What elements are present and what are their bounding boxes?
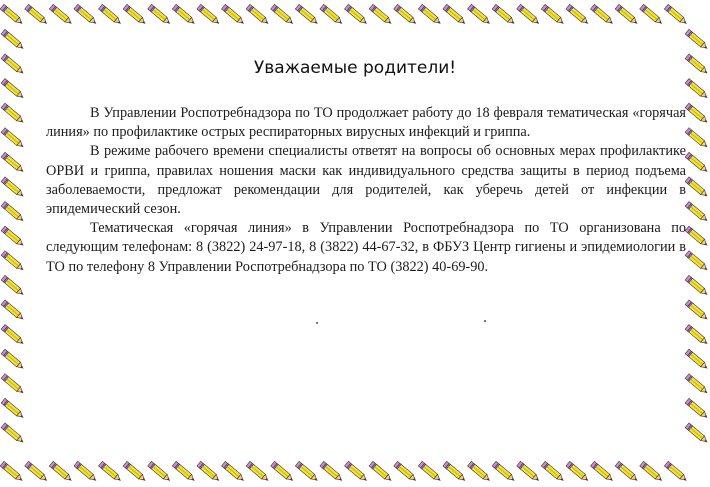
pencil-icon — [468, 461, 492, 482]
pencil-icon — [685, 103, 709, 124]
pencil-icon — [685, 374, 709, 395]
pencil-icon — [25, 461, 49, 482]
pencil-icon — [271, 4, 295, 25]
pencil-icon — [468, 4, 492, 25]
pencil-icon — [345, 461, 369, 482]
pencil-icon — [99, 4, 123, 25]
pencil-icon — [517, 461, 541, 482]
pencil-icon — [541, 4, 565, 25]
pencil-icon — [615, 461, 639, 482]
pencil-icon — [664, 461, 688, 482]
pencil-icon — [685, 349, 709, 370]
pencil-icon — [443, 461, 467, 482]
pencil-icon — [222, 4, 246, 25]
pencil-icon — [685, 251, 709, 272]
pencil-icon — [99, 461, 123, 482]
paragraph-hotline: В Управлении Роспотребнадзора по ТО продолжает работу до 18 февраля тематическая «горячая линия» по профилактике острых респираторных вирусных инфекций и гриппа. — [46, 105, 686, 141]
pencil-icon — [369, 461, 393, 482]
pencil-icon — [74, 461, 98, 482]
paragraph-specialists: В режиме рабочего времени специалисты ответят на вопросы об основных мерах профилактике ОРВИ и гриппа, правилах ношения маски как индивидуального средства защиты в период подъема заболеваемости, предложат рекомендации для родителей, как уберечь детей от инфекции в эпидемический сезон. — [46, 143, 686, 218]
scan-speck — [316, 322, 318, 324]
pencil-icon — [197, 461, 221, 482]
pencil-icon — [566, 4, 590, 25]
pencil-icon — [1, 152, 25, 173]
pencil-icon — [685, 54, 709, 75]
pencil-icon — [320, 4, 344, 25]
pencil-icon — [1, 79, 25, 100]
pencil-icon — [369, 4, 393, 25]
pencil-icon — [685, 300, 709, 321]
pencil-icon — [685, 398, 709, 419]
paragraph-phones: Тематическая «горячая линия» в Управлении Роспотребнадзора по ТО организована по следующим телефонам: 8 (3822) 24-97-18, 8 (3822) 44-67-32, в ФБУЗ Центр гигиены и эпидемиологии в ТО по телефону 8 Управлении Роспотребнадзора по ТО (3822) 40-69-90. — [46, 220, 686, 275]
pencil-icon — [418, 4, 442, 25]
pencil-icon — [148, 461, 172, 482]
pencil-icon — [222, 461, 246, 482]
pencil-icon — [1, 349, 25, 370]
pencil-icon — [1, 325, 25, 346]
pencil-icon — [25, 4, 49, 25]
pencil-icon — [1, 251, 25, 272]
pencil-icon — [1, 54, 25, 75]
pencil-icon — [1, 423, 25, 444]
pencil-icon — [1, 226, 25, 247]
pencil-icon — [685, 423, 709, 444]
pencil-icon — [418, 461, 442, 482]
scan-speck — [484, 320, 486, 322]
pencil-icon — [685, 177, 709, 198]
pencil-icon — [197, 4, 221, 25]
pencil-icon — [1, 177, 25, 198]
pencil-icon — [123, 461, 147, 482]
pencil-icon — [615, 4, 639, 25]
pencil-icon — [0, 4, 24, 25]
pencil-icon — [1, 374, 25, 395]
pencil-icon — [1, 103, 25, 124]
pencil-icon — [295, 4, 319, 25]
notice-document — [26, 36, 684, 456]
notice-body — [46, 104, 686, 277]
pencil-icon — [394, 461, 418, 482]
pencil-icon — [1, 29, 25, 50]
pencil-icon — [123, 4, 147, 25]
pencil-icon — [517, 4, 541, 25]
pencil-icon — [640, 461, 664, 482]
pencil-icon — [1, 300, 25, 321]
pencil-icon — [74, 4, 98, 25]
pencil-icon — [271, 461, 295, 482]
pencil-icon — [1, 275, 25, 296]
pencil-icon — [640, 4, 664, 25]
pencil-icon — [685, 325, 709, 346]
pencil-icon — [1, 202, 25, 223]
pencil-icon — [295, 461, 319, 482]
pencil-icon — [685, 202, 709, 223]
pencil-icon — [172, 4, 196, 25]
pencil-icon — [541, 461, 565, 482]
pencil-icon — [443, 4, 467, 25]
pencil-icon — [685, 128, 709, 149]
pencil-icon — [664, 4, 688, 25]
pencil-icon — [685, 226, 709, 247]
pencil-icon — [246, 461, 270, 482]
pencil-icon — [492, 4, 516, 25]
pencil-icon — [246, 4, 270, 25]
pencil-icon — [345, 4, 369, 25]
pencil-icon — [591, 461, 615, 482]
pencil-icon — [685, 29, 709, 50]
pencil-icon — [394, 4, 418, 25]
pencil-icon — [148, 4, 172, 25]
pencil-icon — [49, 4, 73, 25]
pencil-icon — [591, 4, 615, 25]
pencil-icon — [172, 461, 196, 482]
pencil-icon — [685, 152, 709, 173]
pencil-icon — [1, 398, 25, 419]
pencil-icon — [1, 128, 25, 149]
pencil-icon — [492, 461, 516, 482]
page-title: Уважаемые родители! — [253, 58, 457, 78]
pencil-icon — [320, 461, 344, 482]
pencil-icon — [685, 79, 709, 100]
pencil-icon — [49, 461, 73, 482]
pencil-icon — [685, 275, 709, 296]
pencil-icon — [566, 461, 590, 482]
pencil-icon — [0, 461, 24, 482]
